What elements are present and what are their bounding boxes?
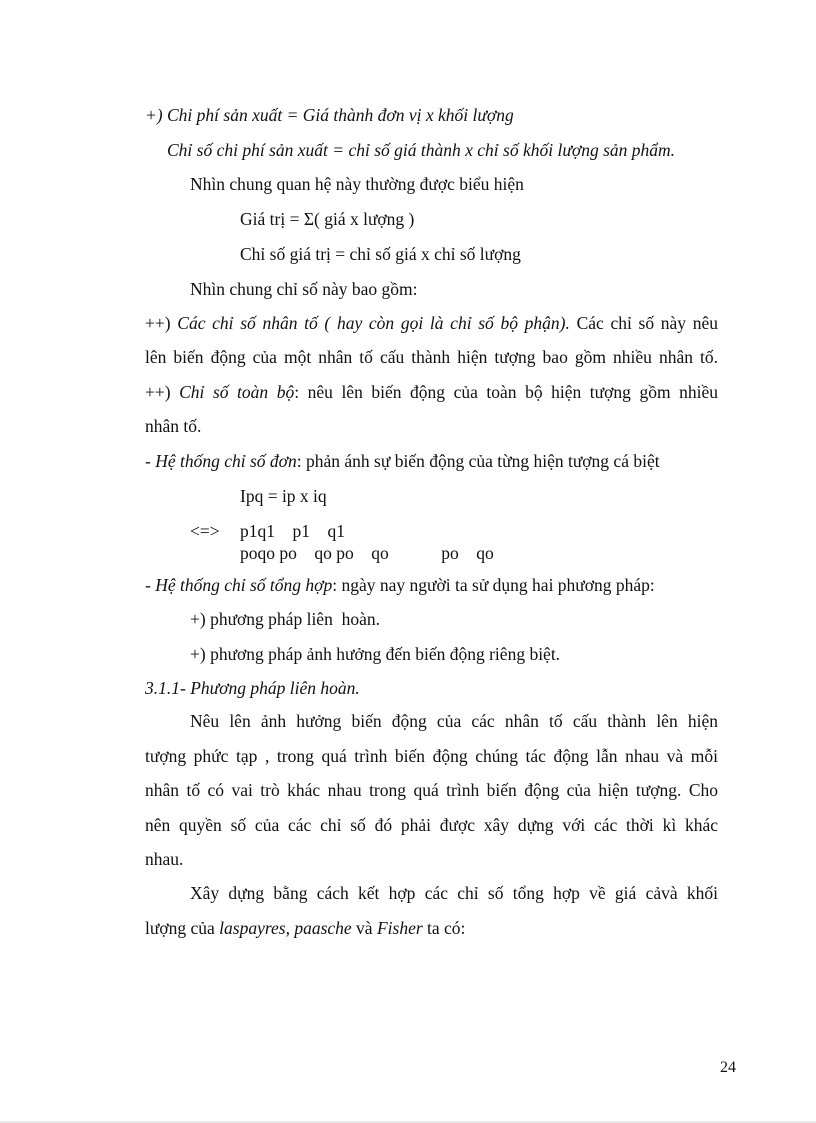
paragraph-line-2: tượng phức tạp , trong quá trình biến động chúng tác động lẫn nhau và mỗi — [145, 746, 718, 766]
formula-denominators: poqo po qo po qo po qo — [240, 543, 494, 563]
term-fisher: Fisher — [376, 918, 423, 938]
paragraph-line-4: nên quyền số của các chỉ số đó phải được xây dựng với các thời kì khác — [145, 815, 718, 835]
item-text: : phản ánh sự biến động của từng hiện tượng cá biệt — [296, 451, 660, 471]
method-chain: +) phương pháp liên hoàn. — [190, 609, 380, 629]
item-total-index-cont: nhân tố. — [145, 416, 202, 436]
item-total-index — [145, 381, 718, 403]
formula-value-index: Chỉ số giá trị = chỉ số giá x chỉ số lượng — [240, 244, 521, 264]
item-text: Các chỉ số này nêu — [576, 313, 718, 333]
formula-production-cost-index: Chỉ số chi phí sản xuất = chỉ số giá thành x chỉ số khối lượng sản phẩm. — [167, 140, 676, 160]
paragraph-index-includes: Nhìn chung chỉ số này bao gồm: — [190, 279, 418, 299]
term-laspeyres-paasche: laspayres, paasche — [219, 918, 352, 938]
item-factor-index — [145, 312, 718, 334]
paragraph2-line-2 — [145, 917, 465, 939]
item-prefix: - — [145, 451, 156, 471]
paragraph2-line-1: Xây dựng bằng cách kết hợp các chỉ số tổng hợp về giá cảvà khối — [190, 883, 718, 903]
item-composite-index-system — [145, 574, 655, 596]
formula-value: Giá trị = Σ( giá x lượng ) — [240, 209, 415, 229]
item-factor-index-cont: lên biến động của một nhân tố cấu thành hiện tượng bao gồm nhiều nhân tố. — [145, 347, 718, 367]
section-heading: 3.1.1- Phương pháp liên hoàn. — [145, 678, 360, 698]
text: và — [351, 918, 377, 938]
item-text: : ngày nay người ta sử dụng hai phương pháp: — [332, 575, 655, 595]
item-prefix: - — [145, 575, 156, 595]
paragraph-line-5: nhau. — [145, 849, 184, 869]
item-prefix: ++) — [145, 313, 171, 333]
text: ta có: — [422, 918, 466, 938]
paragraph-line-3: nhân tố có vai trò khác nhau trong quá trình biến động của hiện tượng. Cho — [145, 780, 718, 800]
term-total-index: Chỉ số toàn bộ — [179, 382, 295, 402]
method-separate-influence: +) phương pháp ảnh hưởng đến biến động riêng biệt. — [190, 644, 561, 664]
term-factor-index: Các chỉ số nhân tố ( hay còn gọi là chỉ số bộ phận). — [177, 313, 570, 333]
text: lượng của — [145, 918, 220, 938]
item-prefix: ++) — [145, 382, 171, 402]
formula-ipq: Ipq = ip x iq — [240, 486, 327, 506]
formula-equivalence-symbol: <=> — [190, 521, 220, 541]
formula-production-cost: +) Chi phí sản xuất = Giá thành đơn vị x khối lượng — [145, 105, 514, 125]
item-single-index-system — [145, 450, 660, 472]
item-text: : nêu lên biến động của toàn bộ hiện tượng gồm nhiều — [294, 382, 718, 402]
formula-numerators: p1q1 p1 q1 — [240, 521, 345, 541]
paragraph-line-1: Nêu lên ảnh hưởng biến động của các nhân tố cấu thành lên hiện — [190, 711, 718, 731]
paragraph-relation: Nhìn chung quan hệ này thường được biểu hiện — [190, 174, 524, 194]
page-number: 24 — [720, 1059, 736, 1076]
term-composite-index-system: Hệ thống chỉ số tổng hợp — [155, 575, 333, 595]
term-single-index-system: Hệ thống chỉ số đơn — [155, 451, 297, 471]
